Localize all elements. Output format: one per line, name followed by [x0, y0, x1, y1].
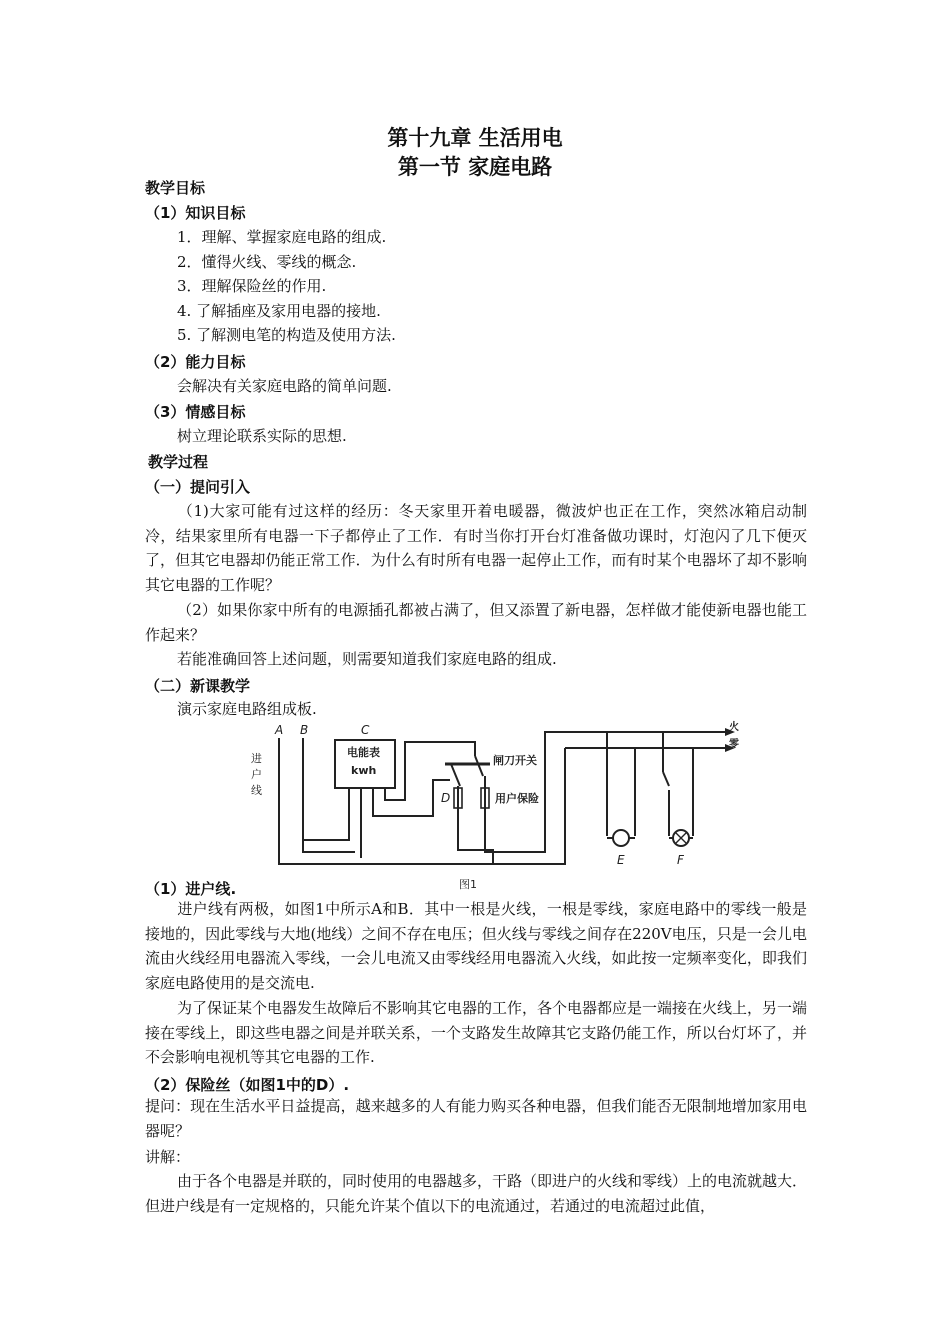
incoming-label-3: 线: [251, 784, 262, 797]
intro-paragraph-2: [145, 598, 807, 647]
section1-paragraph-2: [145, 996, 807, 1070]
label-E: E: [617, 853, 625, 867]
section2-paragraph-1: [145, 1169, 807, 1218]
goals-heading: 教学目标: [145, 179, 206, 197]
demo-text: 演示家庭电路组成板.: [177, 700, 317, 718]
intro-paragraph-1: [145, 499, 807, 597]
explain-label: 讲解：: [145, 1148, 191, 1166]
emotion-goals-heading: （3）情感目标: [145, 403, 246, 421]
incoming-label-2: 户: [251, 768, 262, 781]
lamp-E: [613, 830, 629, 846]
section-title: 第一节 家庭电路: [397, 155, 553, 179]
ability-goals-heading: （2）能力目标: [145, 353, 246, 371]
circuit-diagram: [245, 720, 745, 892]
neutral-label: 零: [729, 739, 739, 750]
label-A: A: [275, 723, 284, 737]
incoming-label-1: 进: [251, 752, 262, 765]
label-B: B: [300, 723, 309, 737]
ability-goals-text: 会解决有关家庭电路的简单问题.: [177, 377, 392, 395]
switch-label: 闸刀开关: [493, 754, 537, 767]
knowledge-item: 3．理解保险丝的作用.: [177, 277, 327, 295]
fuse-label: 用户保险: [495, 792, 539, 805]
intro-heading: （一）提问引入: [145, 478, 251, 496]
meter-unit: kwh: [351, 764, 377, 777]
intro-paragraph-3: [145, 647, 807, 672]
process-heading: 教学过程: [148, 453, 209, 471]
live-label: 火: [729, 722, 739, 733]
section1-paragraph-1-text: 进户线有两极，如图1中所示A和B．其中一根是火线，一根是零线，家庭电路中的零线一般是接地的，因此零线与大地(地线）之间不存在电压；但火线与零线之间存在220V电压，只是一会儿电流由火线经用电器流入零线，一会儿电流又由零线经用电器流入火线，如此按一定频率变化，即我们家庭电路使用的是交流电.: [145, 900, 807, 992]
label-F: F: [677, 853, 684, 867]
section1-heading: （1）进户线.: [145, 880, 237, 898]
knowledge-item: 4. 了解插座及家用电器的接地.: [177, 302, 381, 320]
knowledge-item: 2．懂得火线、零线的概念.: [177, 253, 357, 271]
intro-paragraph-1-text: （1)大家可能有过这样的经历：冬天家里开着电暖器，微波炉也正在工作，突然冰箱启动制冷，结果家里所有电器一下子都停止了工作．有时当你打开台灯准备做功课时，灯泡闪了几下便灭了，但其它电器却仍能正常工作．为什么有时所有电器一起停止工作，而有时某个电器坏了却不影响其它电器的工作呢？: [145, 502, 807, 594]
section1-paragraph-2-text: 为了保证某个电器发生故障后不影响其它电器的工作，各个电器都应是一端接在火线上，另一端接在零线上，即这些电器之间是并联关系，一个支路发生故障其它支路仍能工作，所以台灯坏了，并不会影响电视机等其它电器的工作.: [145, 999, 808, 1066]
intro-paragraph-3-text: 若能准确回答上述问题，则需要知道我们家庭电路的组成.: [177, 650, 557, 668]
label-C: C: [361, 723, 370, 737]
section1-paragraph-1: [145, 897, 807, 995]
new-lesson-heading: （二）新课教学: [145, 677, 251, 695]
intro-paragraph-2-text: （2）如果你家中所有的电源插孔都被占满了，但又添置了新电器，怎样做才能使新电器也能工作起来？: [145, 601, 807, 644]
chapter-title: 第十九章 生活用电: [387, 126, 563, 150]
knowledge-item: 5. 了解测电笔的构造及使用方法.: [177, 326, 396, 344]
section2-paragraph-1-text: 由于各个电器是并联的，同时使用的电器越多，干路（即进户的火线和零线）上的电流就越大．但进户线是有一定规格的，只能允许某个值以下的电流通过，若通过的电流超过此值，: [145, 1172, 808, 1215]
knowledge-item: 1．理解、掌握家庭电路的组成.: [177, 228, 387, 246]
meter-label: 电能表: [347, 746, 380, 759]
figure-caption: 图1: [459, 878, 477, 891]
section2-question: 提问：现在生活水平日益提高，越来越多的人有能力购买各种电器，但我们能否无限制地增加家用电器呢？: [145, 1097, 807, 1140]
knowledge-goals-heading: （1）知识目标: [145, 204, 246, 222]
label-D: D: [441, 791, 451, 805]
section2-heading: （2）保险丝（如图1中的D）.: [145, 1076, 350, 1094]
emotion-goals-text: 树立理论联系实际的思想.: [177, 427, 347, 445]
